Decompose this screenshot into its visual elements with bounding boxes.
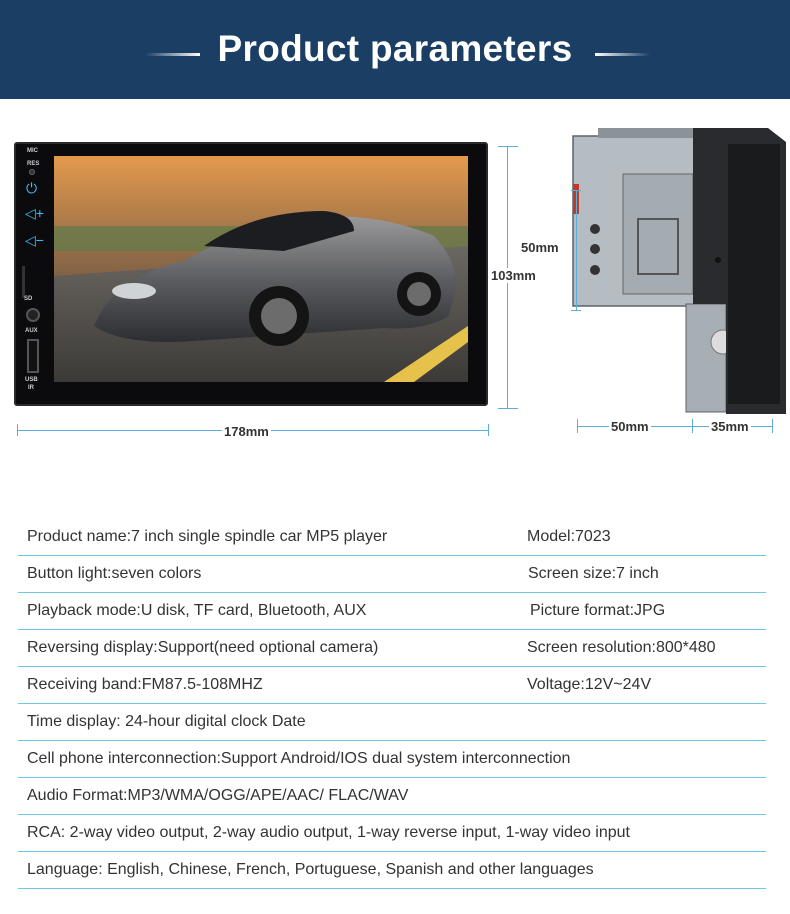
depth-label-2: 35mm xyxy=(711,419,749,434)
height-tick-bottom xyxy=(498,408,518,409)
param-left: Button light:seven colors xyxy=(27,565,202,582)
side-view-image xyxy=(568,124,790,416)
param-left: Receiving band:FM87.5-108MHZ xyxy=(27,676,263,693)
car-display-image xyxy=(54,156,468,382)
height-tick-top xyxy=(498,146,518,147)
table-row xyxy=(18,556,766,593)
table-row xyxy=(18,704,766,741)
usb-port-icon xyxy=(27,339,39,373)
param-left: Cell phone interconnection:Support Android/IOS dual system interconnection xyxy=(27,750,571,767)
ir-label: IR xyxy=(28,385,34,391)
volume-down-icon: ◁− xyxy=(25,232,44,248)
res-label: RES xyxy=(27,161,40,167)
page-title: Product parameters xyxy=(217,28,573,69)
res-hole-icon xyxy=(29,169,35,175)
side-height-label: 50mm xyxy=(521,240,559,255)
param-left: Audio Format:MP3/WMA/OGG/APE/AAC/ FLAC/WAV xyxy=(27,787,409,804)
param-left: Reversing display:Support(need optional camera) xyxy=(27,639,379,656)
param-left: Playback mode:U disk, TF card, Bluetooth, AUX xyxy=(27,602,367,619)
param-right: Screen resolution:800*480 xyxy=(527,639,716,656)
width-tick-right xyxy=(488,424,489,436)
table-row xyxy=(18,815,766,852)
table-row xyxy=(18,519,766,556)
table-row xyxy=(18,667,766,704)
width-label: 178mm xyxy=(224,424,269,439)
front-panel xyxy=(14,142,488,406)
depth-label-1: 50mm xyxy=(611,419,649,434)
depth-tick-right xyxy=(772,419,773,433)
table-row xyxy=(18,778,766,815)
param-right: Model:7023 xyxy=(527,528,611,545)
table-row xyxy=(18,593,766,630)
side-height-dimension-line xyxy=(576,190,577,310)
mic-label: MIC xyxy=(27,148,38,154)
param-left: RCA: 2-way video output, 2-way audio output, 1-way reverse input, 1-way video input xyxy=(27,824,630,841)
aux-port-icon xyxy=(26,308,40,322)
volume-up-icon: ◁+ xyxy=(25,205,44,221)
param-left: Language: English, Chinese, French, Portuguese, Spanish and other languages xyxy=(27,861,594,878)
table-row xyxy=(18,741,766,778)
aux-label: AUX xyxy=(25,328,38,334)
table-row xyxy=(18,852,766,889)
sd-slot-icon xyxy=(22,266,25,298)
param-left: Product name:7 inch single spindle car MP5 player xyxy=(27,528,388,545)
table-row xyxy=(18,630,766,667)
side-height-tick-bottom xyxy=(571,310,581,311)
sd-label: SD xyxy=(24,296,33,302)
param-left: Time display: 24-hour digital clock Date xyxy=(27,713,306,730)
power-icon: ⏻ xyxy=(26,180,38,196)
param-right: Voltage:12V~24V xyxy=(527,676,652,693)
param-right: Picture format:JPG xyxy=(530,602,666,619)
depth-tick-middle xyxy=(692,419,693,433)
param-right: Screen size:7 inch xyxy=(528,565,659,582)
header-banner xyxy=(0,0,790,99)
title-decor-right xyxy=(595,53,650,56)
height-label: 103mm xyxy=(491,268,536,283)
usb-label: USB xyxy=(25,377,38,383)
